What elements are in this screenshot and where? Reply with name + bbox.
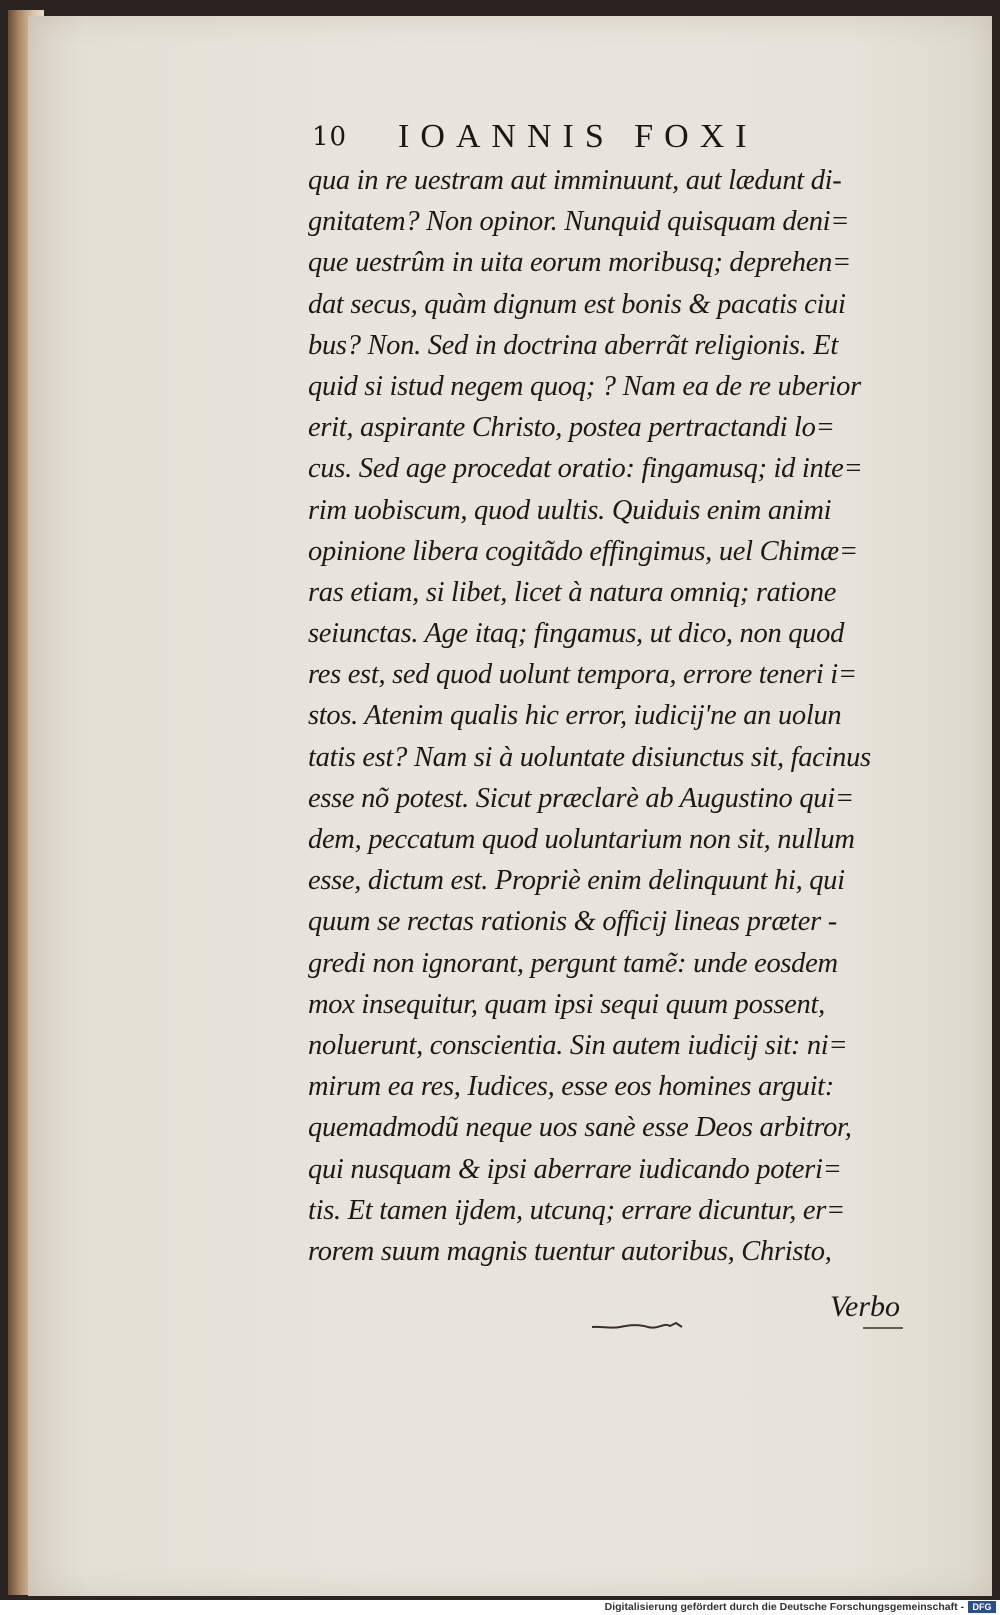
text-line: gredi non ignorant, pergunt tamẽ: unde eosdem [308, 947, 838, 979]
text-line: bus? Non. Sed in doctrina aberrãt religionis. Et [308, 329, 838, 361]
text-line: ras etiam, si libet, licet à natura omniq; ratione [308, 576, 837, 608]
text-line: noluerunt, conscientia. Sin autem iudicij sit: ni= [308, 1029, 848, 1061]
text-line: stos. Atenim qualis hic error, iudicij'ne an uolun [308, 700, 842, 732]
text-line: rim uobiscum, quod uultis. Quiduis enim animi [308, 494, 832, 526]
text-line: esse nõ potest. Sicut præclarè ab Augustino qui= [308, 782, 854, 814]
text-line: que uestrûm in uita eorum moribusq; deprehen= [308, 247, 851, 279]
catchword: Verbo [830, 1290, 900, 1323]
text-line: tis. Et tamen ijdem, utcunq; errare dicuntur, er= [308, 1194, 845, 1226]
text-line: gnitatem? Non opinor. Nunquid quisquam deni= [308, 206, 850, 238]
text-line: quum se rectas rationis & officij lineas præter - [308, 906, 837, 938]
text-line: seiunctas. Age itaq; fingamus, ut dico, non quod [308, 618, 845, 650]
page-number: 10 [312, 122, 348, 152]
text-line: res est, sed quod uolunt tempora, errore teneri i= [308, 659, 857, 691]
text-line: dat secus, quàm dignum est bonis & pacatis ciui [308, 288, 846, 320]
running-head [312, 118, 832, 158]
text-line: mirum ea res, Iudices, esse eos homines arguit: [308, 1071, 834, 1103]
dfg-logo: DFG [968, 1601, 996, 1613]
text-line: tatis est? Nam si à uoluntate disiunctus sit, facinus [308, 741, 871, 773]
text-line: opinione libera cogitãdo effingimus, uel Chimæ= [308, 535, 858, 567]
text-line: dem, peccatum quod uoluntarium non sit, nullum [308, 824, 855, 855]
text-line: quid si istud negem quoq; ? Nam ea de re uberior [308, 370, 861, 402]
ink-smudge [590, 1318, 686, 1332]
text-line: quemadmodũ neque uos sanè esse Deos arbitror, [308, 1112, 852, 1144]
text-line: cus. Sed age procedat oratio: fingamusq; id inte= [308, 453, 863, 485]
running-title: IOANNIS FOXI [398, 118, 758, 155]
text-line: esse, dictum est. Propriè enim delinquunt hi, qui [308, 865, 845, 897]
text-line: qua in re uestram aut imminuunt, aut lædunt di- [308, 165, 842, 196]
footer-bar [0, 1600, 1000, 1615]
digitization-credit: Digitalisierung gefördert durch die Deutsche Forschungsgemeinschaft - [604, 1601, 964, 1613]
body-text [308, 160, 908, 1272]
text-line: erit, aspirante Christo, postea pertractandi lo= [308, 412, 835, 444]
text-line: qui nusquam & ipsi aberrare iudicando poteri= [308, 1153, 842, 1185]
text-line: mox insequitur, quam ipsi sequi quum possent, [308, 988, 825, 1020]
ink-line [862, 1325, 904, 1331]
text-line: rorem suum magnis tuentur autoribus, Christo, [308, 1235, 832, 1267]
